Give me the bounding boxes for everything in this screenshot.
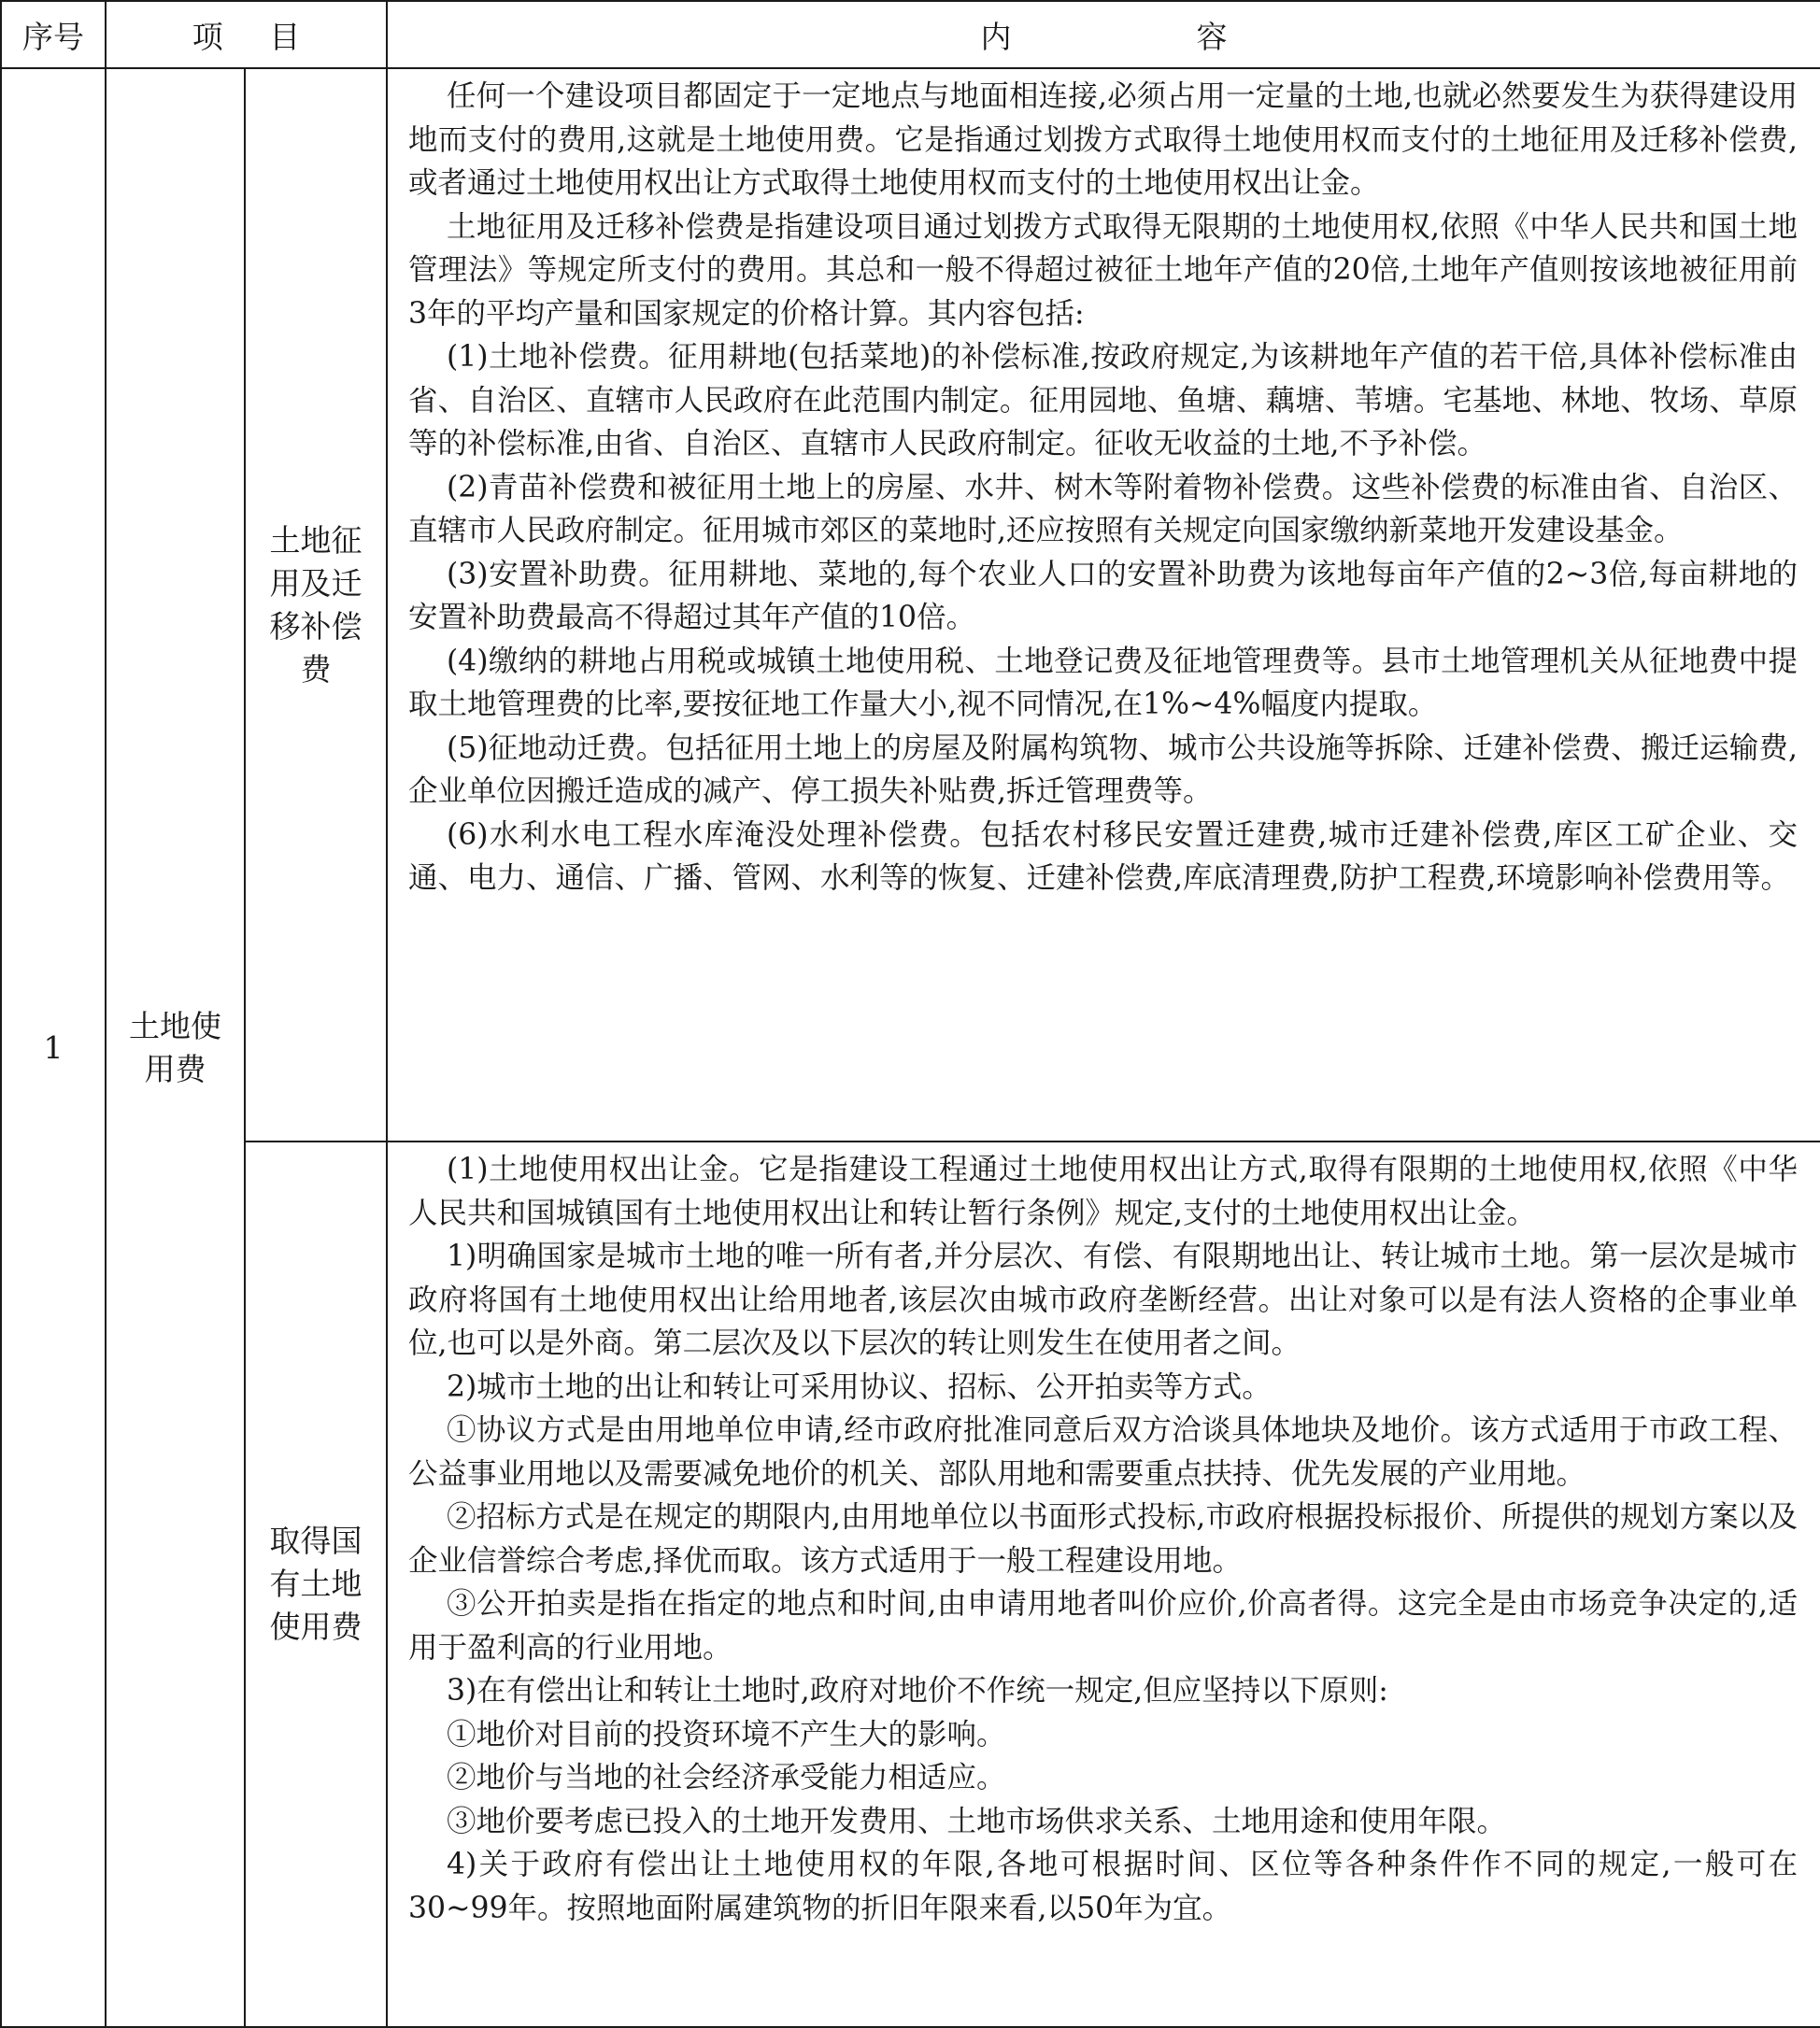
paragraph: ①协议方式是由用地单位申请,经市政府批准同意后双方洽谈具体地块及地价。该方式适用于市政工程、公益事业用地以及需要减免地价的机关、部队用地和需要重点扶持、优先发展的产业用地。: [408, 1413, 1798, 1491]
paragraph: 4)关于政府有偿出让土地使用权的年限,各地可根据时间、区位等各种条件作不同的规定,一般可在30~99年。按照地面附属建筑物的折旧年限来看,以50年为宜。: [408, 1848, 1798, 1925]
paragraph: ②地价与当地的社会经济承受能力相适应。: [446, 1761, 1006, 1794]
table-row: [1, 68, 1820, 1142]
paragraph: 1)明确国家是城市土地的唯一所有者,并分层次、有偿、有限期地出让、转让城市土地。第一层次是城市政府将国有土地使用权出让给用地者,该层次由城市政府垄断经营。出让对象可以是有法人资格的企事业单位,也可以是外商。第二层次及以下层次的转让则发生在使用者之间。: [408, 1240, 1798, 1360]
content-land-acquisition: [387, 68, 1820, 1142]
header-item-text: 项目: [192, 18, 347, 55]
row-seq: 1: [1, 68, 106, 2027]
paragraph: 3)在有偿出让和转让土地时,政府对地价不作统一规定,但应坚持以下原则:: [446, 1674, 1388, 1708]
header-item: [106, 1, 387, 68]
content-state-land-use: [387, 1142, 1820, 2027]
header-content-text: 内容: [980, 18, 1413, 55]
row-item: 土地使用费: [106, 68, 245, 2027]
paragraph: ②招标方式是在规定的期限内,由用地单位以书面形式投标,市政府根据投标报价、所提供的规划方案以及企业信誉综合考虑,择优而取。该方式适用于一般工程建设用地。: [408, 1500, 1798, 1578]
sub-item-land-acquisition: 土地征用及迁移补偿费: [245, 68, 387, 1142]
paragraph: (3)安置补助费。征用耕地、菜地的,每个农业人口的安置补助费为该地每亩年产值的2~3倍,每亩耕地的安置补助费最高不得超过其年产值的10倍。: [408, 557, 1798, 634]
paragraph: ③地价要考虑已投入的土地开发费用、土地市场供求关系、土地用途和使用年限。: [446, 1804, 1506, 1838]
header-content: [387, 1, 1820, 68]
table-header-row: [1, 1, 1820, 68]
paragraph: (2)青苗补偿费和被征用土地上的房屋、水井、树木等附着物补偿费。这些补偿费的标准由省、自治区、直辖市人民政府制定。征用城市郊区的菜地时,还应按照有关规定向国家缴纳新菜地开发建设基金。: [408, 470, 1798, 547]
paragraph: ③公开拍卖是指在指定的地点和时间,由申请用地者叫价应价,价高者得。这完全是由市场竞争决定的,适用于盈利高的行业用地。: [408, 1587, 1798, 1665]
paragraph: (4)缴纳的耕地占用税或城镇土地使用税、土地登记费及征地管理费等。县市土地管理机关从征地费中提取土地管理费的比率,要按征地工作量大小,视不同情况,在1%~4%幅度内提取。: [408, 644, 1798, 721]
paragraph: (1)土地补偿费。征用耕地(包括菜地)的补偿标准,按政府规定,为该耕地年产值的若干倍,具体补偿标准由省、自治区、直辖市人民政府在此范围内制定。征用园地、鱼塘、藕塘、苇塘。宅基地、林地、牧场、草原等的补偿标准,由省、自治区、直辖市人民政府制定。征收无收益的土地,不予补偿。: [408, 340, 1798, 461]
paragraph: 任何一个建设项目都固定于一定地点与地面相连接,必须占用一定量的土地,也就必然要发生为获得建设用地而支付的费用,这就是土地使用费。它是指通过划拨方式取得土地使用权而支付的土地征用及迁移补偿费,或者通过土地使用权出让方式取得土地使用权而支付的土地使用权出让金。: [408, 79, 1798, 200]
paragraph: (5)征地动迁费。包括征用土地上的房屋及附属构筑物、城市公共设施等拆除、迁建补偿费、搬迁运输费,企业单位因搬迁造成的减产、停工损失补贴费,拆迁管理费等。: [408, 730, 1798, 808]
paragraph: ①地价对目前的投资环境不产生大的影响。: [446, 1717, 1006, 1751]
sub-item-state-land-use: 取得国有土地使用费: [245, 1142, 387, 2027]
paragraph: 2)城市土地的出让和转让可采用协议、招标、公开拍卖等方式。: [446, 1369, 1272, 1404]
paragraph: (6)水利水电工程水库淹没处理补偿费。包括农村移民安置迁建费,城市迁建补偿费,库区工矿企业、交通、电力、通信、广播、管网、水利等的恢复、迁建补偿费,库底清理费,防护工程费,环境影响补偿费用等。: [408, 817, 1798, 895]
paragraph: (1)土地使用权出让金。它是指建设工程通过土地使用权出让方式,取得有限期的土地使用权,依照《中华人民共和国城镇国有土地使用权出让和转让暂行条例》规定,支付的土地使用权出让金。: [408, 1153, 1798, 1230]
header-seq: 序号: [1, 1, 106, 68]
paragraph: 土地征用及迁移补偿费是指建设项目通过划拨方式取得无限期的土地使用权,依照《中华人民共和国土地管理法》等规定所支付的费用。其总和一般不得超过被征土地年产值的20倍,土地年产值则按该地被征用前3年的平均产量和国家规定的价格计算。其内容包括:: [408, 209, 1798, 331]
table-row: [1, 1142, 1820, 2027]
